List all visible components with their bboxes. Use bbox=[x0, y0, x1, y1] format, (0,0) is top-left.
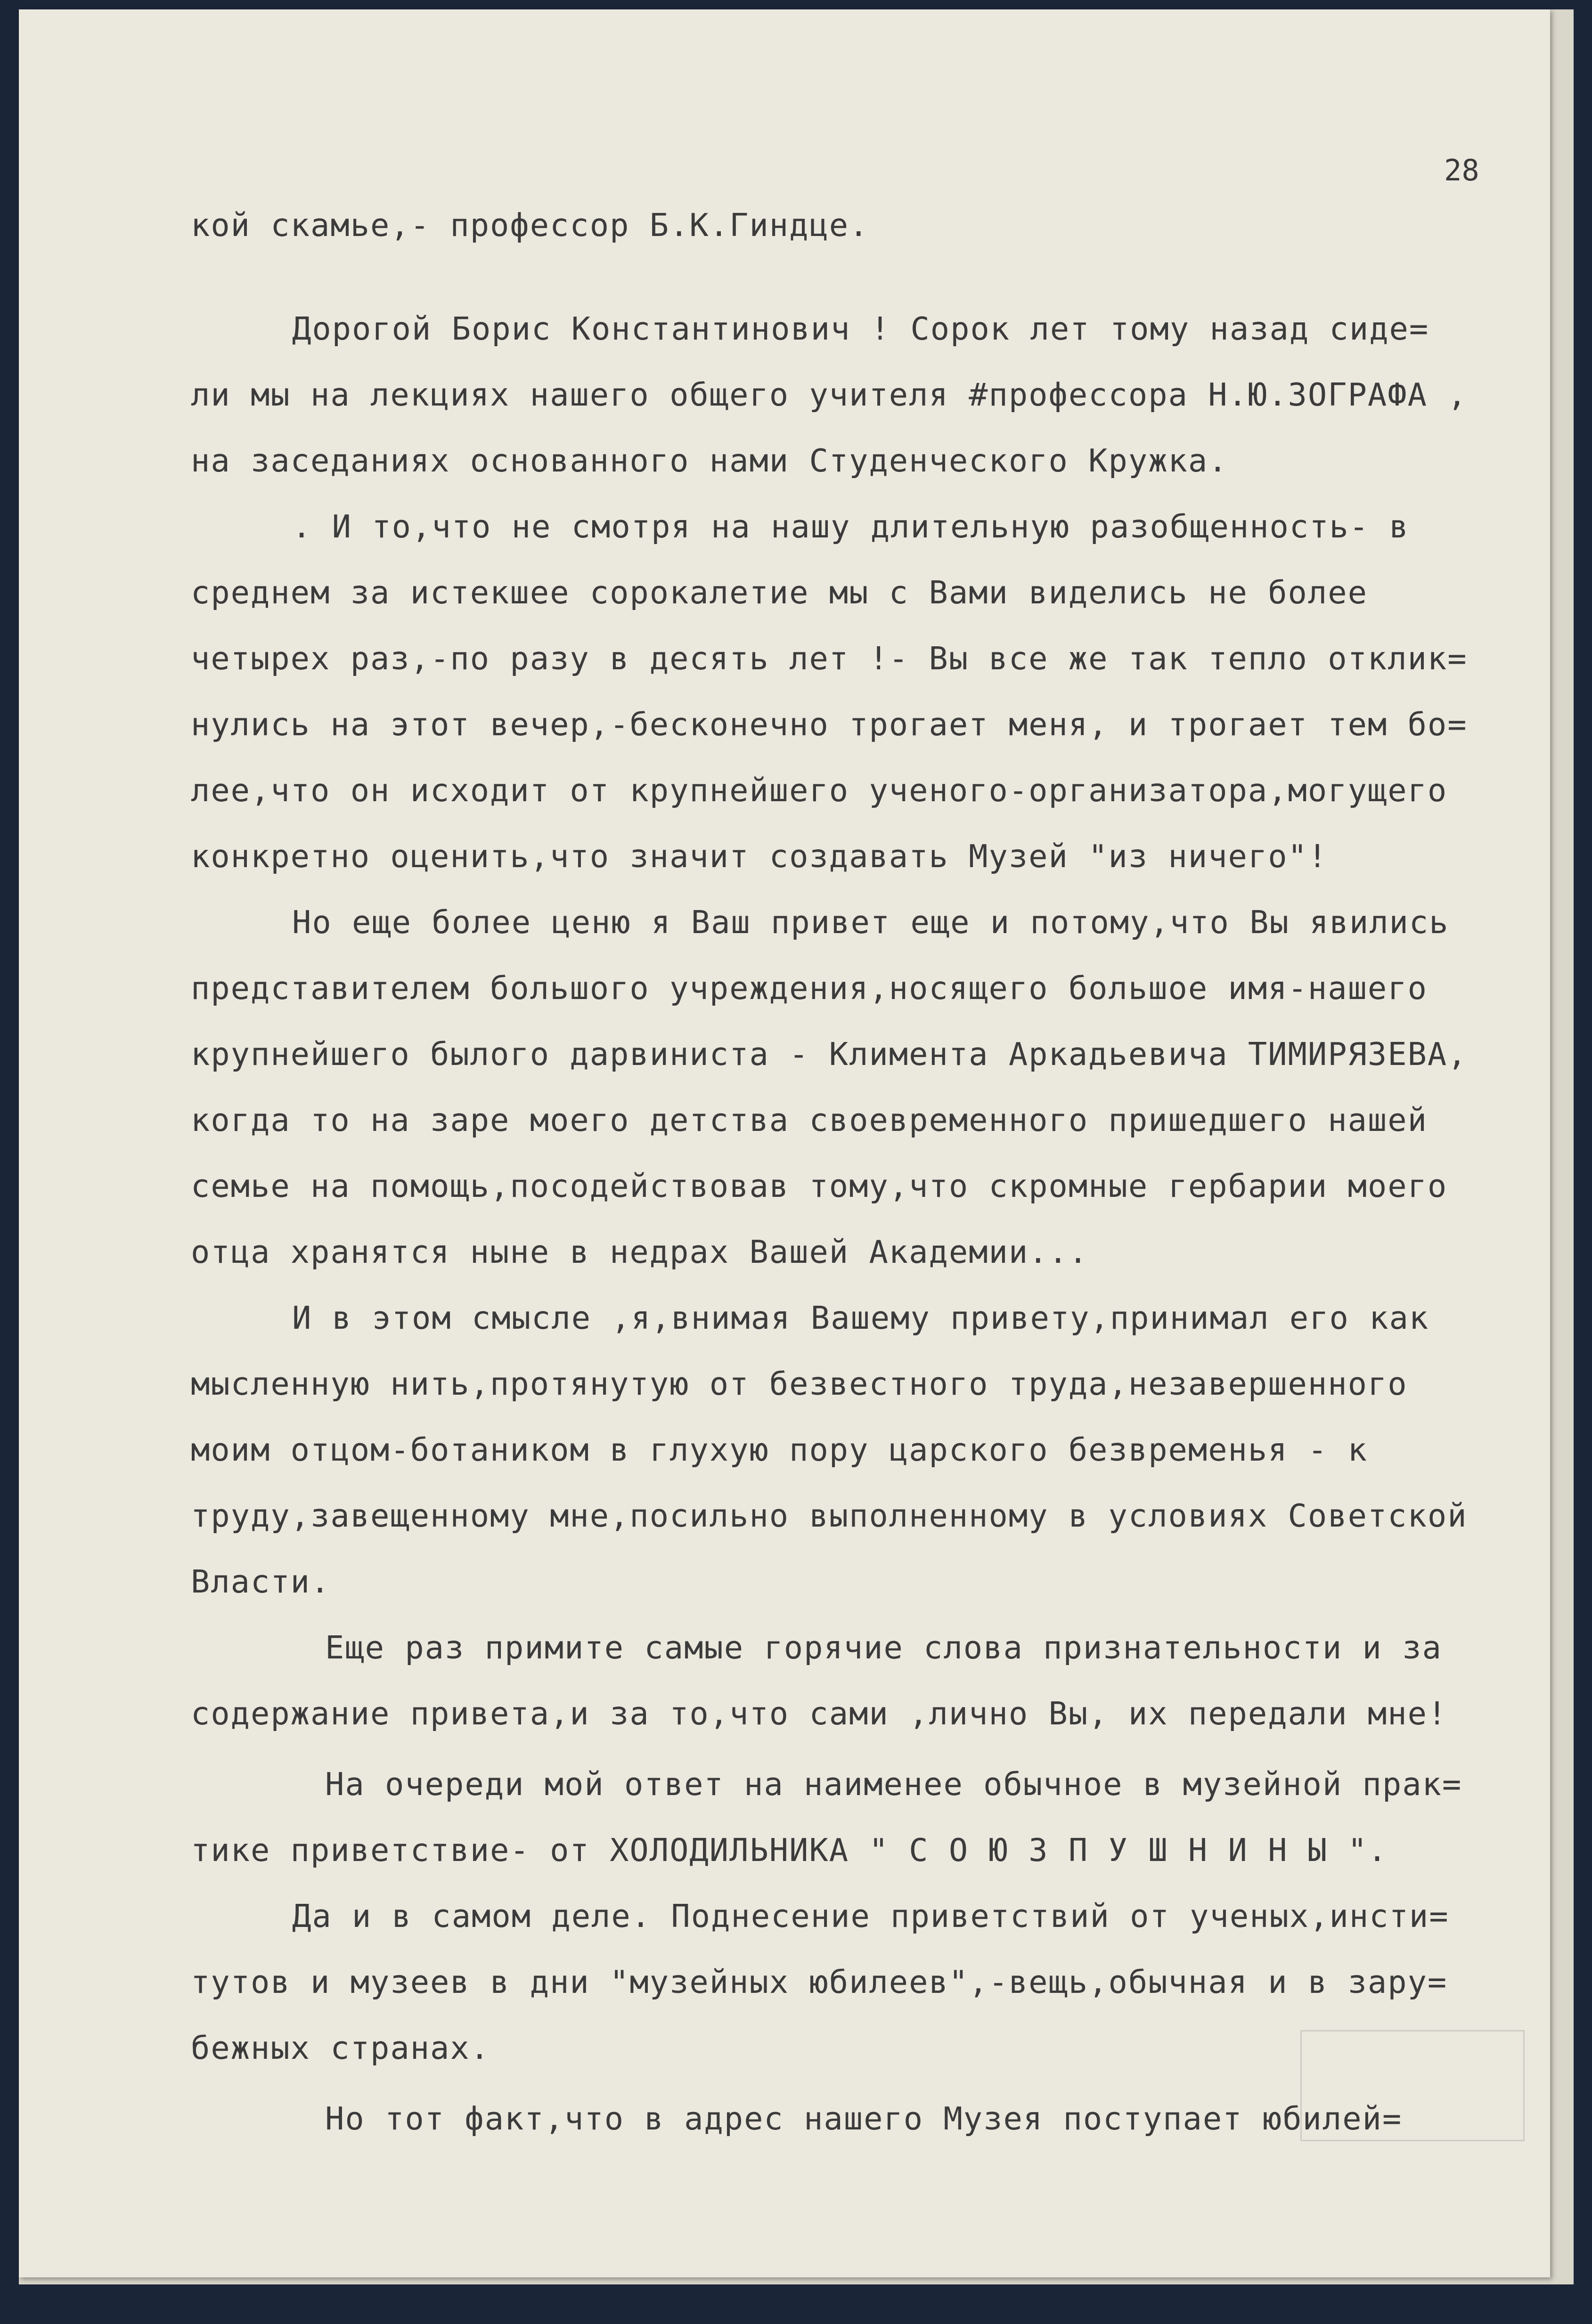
text-line: Да и в самом деле. Поднесение приветствий от ученых,инсти= bbox=[292, 1898, 1449, 1934]
text-line: мысленную нить,протянутую от безвестного труда,незавершенного bbox=[191, 1365, 1408, 1402]
text-line: тутов и музеев в дни "музейных юбилеев",-вещь,обычная и в зару= bbox=[191, 1964, 1448, 2000]
text-line: . И то,что не смотря на нашу длительную разобщенность- в bbox=[292, 508, 1409, 545]
text-line: лее,что он исходит от крупнейшего ученого-организатора,могущего bbox=[191, 772, 1448, 809]
text-line: Но еще более ценю я Ваш привет еще и потому,что Вы явились bbox=[292, 904, 1449, 941]
typewritten-page bbox=[19, 9, 1550, 2277]
text-line: Но тот факт,что в адрес нашего Музея поступает юбилей= bbox=[325, 2100, 1403, 2137]
text-line: тике приветствие- от ХОЛОДИЛЬНИКА " С О Ю З П У Ш Н И Н Ы ". bbox=[191, 1832, 1388, 1869]
text-line: кой скамье,- профессор Б.К.Гиндце. bbox=[191, 207, 869, 244]
text-line: На очереди мой ответ на наименее обычное в музейной прак= bbox=[325, 1766, 1462, 1803]
text-line: Власти. bbox=[191, 1563, 331, 1600]
text-line: труду,завещенному мне,посильно выполненному в условиях Советской bbox=[191, 1497, 1468, 1534]
text-line: Еще раз примите самые горячие слова признательности и за bbox=[325, 1629, 1442, 1666]
text-line: нулись на этот вечер,-бесконечно трогает меня, и трогает тем бо= bbox=[191, 706, 1468, 743]
text-line: представителем большого учреждения,носящего большое имя-нашего bbox=[191, 970, 1428, 1007]
page-stack bbox=[19, 9, 1574, 2284]
text-line: четырех раз,-по разу в десять лет !- Вы все же так тепло отклик= bbox=[191, 640, 1468, 677]
faded-stamp bbox=[1300, 2030, 1525, 2141]
text-line: на заседаниях основанного нами Студенческого Кружка. bbox=[191, 442, 1228, 479]
text-line: содержание привета,и за то,что сами ,лично Вы, их передали мне! bbox=[191, 1695, 1448, 1732]
text-line: моим отцом-ботаником в глухую пору царского безвременья - к bbox=[191, 1431, 1368, 1468]
text-line: отца хранятся ныне в недрах Вашей Академии... bbox=[191, 1234, 1089, 1270]
text-line: крупнейшего былого дарвиниста - Климента Аркадьевича ТИМИРЯЗЕВА, bbox=[191, 1036, 1468, 1073]
page-number: 28 bbox=[1444, 153, 1479, 187]
text-line: среднем за истекшее сорокалетие мы с Вами виделись не более bbox=[191, 574, 1368, 611]
text-line: когда то на заре моего детства своевременного пришедшего нашей bbox=[191, 1102, 1428, 1138]
text-line: бежных странах. bbox=[191, 2030, 490, 2066]
text-line: ли мы на лекциях нашего общего учителя #профессора Н.Ю.ЗОГРАФА , bbox=[191, 376, 1468, 413]
text-line: семье на помощь,посодействовав тому,что скромные гербарии моего bbox=[191, 1168, 1448, 1204]
text-line: И в этом смысле ,я,внимая Вашему привету,принимал его как bbox=[292, 1300, 1429, 1336]
text-line: Дорогой Борис Константинович ! Сорок лет тому назад сиде= bbox=[292, 310, 1429, 347]
text-line: конкретно оценить,что значит создавать Музей "из ничего"! bbox=[191, 838, 1328, 875]
